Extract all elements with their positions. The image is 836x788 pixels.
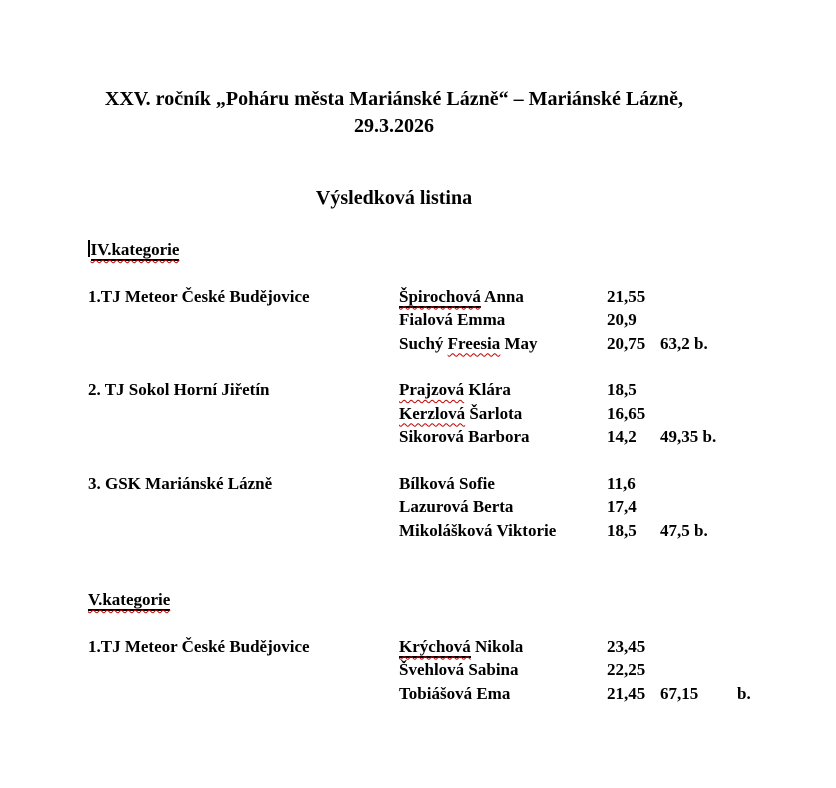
category-section <box>88 588 751 705</box>
team-name <box>88 682 399 706</box>
athlete-name <box>399 519 607 543</box>
team-block <box>88 635 751 706</box>
athlete-name <box>399 332 607 356</box>
athlete-name-text: Bílková Sofie <box>399 473 495 493</box>
team-total <box>660 635 737 659</box>
document-content <box>88 0 751 705</box>
team-total <box>660 658 737 682</box>
misspelled-word: Prajzová <box>399 380 465 399</box>
points-suffix: b. <box>737 683 751 703</box>
athlete-row <box>88 332 708 356</box>
athlete-name-text: Nikola <box>470 636 524 656</box>
team-name <box>88 332 399 356</box>
category-heading-row <box>88 588 700 612</box>
categories-container <box>88 238 751 705</box>
athlete-name <box>399 308 607 332</box>
athlete-name-text: Klára <box>464 380 511 399</box>
athlete-row <box>88 495 700 519</box>
document-date: 29.3.2026 <box>354 115 434 137</box>
team-total <box>660 378 737 402</box>
team-total: 67,15 <box>660 683 699 703</box>
athlete-name-text: Tobiášová Ema <box>399 683 511 703</box>
athlete-name-text: Sikorová Barbora <box>399 427 530 446</box>
team-name: 1.TJ Meteor České Budějovice <box>88 636 310 656</box>
athlete-name <box>399 285 607 309</box>
team-name <box>88 658 399 682</box>
athlete-name-text: Lazurová Berta <box>399 497 514 516</box>
team-total <box>660 472 737 496</box>
score-value: 16,65 <box>607 403 646 423</box>
score-value: 18,5 <box>607 520 637 540</box>
athlete-row <box>88 308 700 332</box>
team-total: 49,35 b. <box>660 427 717 446</box>
underlined-misspelled-word: Krýchová <box>399 636 471 656</box>
team-total: 63,2 b. <box>660 333 708 353</box>
athlete-name <box>399 682 607 706</box>
athlete-row <box>88 402 700 426</box>
team-block <box>88 378 717 449</box>
team-name <box>88 308 399 332</box>
athlete-row <box>88 682 751 706</box>
athlete-name <box>399 635 607 659</box>
athlete-name-text: Švehlová Sabina <box>399 660 519 679</box>
athlete-row <box>88 472 700 496</box>
score-value: 18,5 <box>607 380 637 399</box>
athlete-row <box>88 425 717 449</box>
misspelled-word: Kerzlová <box>399 403 466 423</box>
results-heading: Výsledková listina <box>315 187 473 209</box>
athlete-name-text: Suchý <box>399 333 448 353</box>
category-section <box>88 238 717 542</box>
athlete-name <box>399 402 607 426</box>
team-name <box>88 425 399 449</box>
athlete-row <box>88 378 700 402</box>
athlete-name-text: Anna <box>480 286 524 306</box>
athlete-name <box>399 425 607 449</box>
underlined-misspelled-word: Špirochová <box>399 286 481 306</box>
athlete-row <box>88 658 700 682</box>
category-heading-row <box>88 238 700 262</box>
athlete-name <box>399 658 607 682</box>
team-total <box>660 402 737 426</box>
athlete-name-text: Mikolášková Viktorie <box>399 520 557 540</box>
team-name: 3. GSK Mariánské Lázně <box>88 473 273 493</box>
team-total <box>660 495 737 519</box>
athlete-name <box>399 472 607 496</box>
team-name <box>88 519 399 543</box>
team-block <box>88 472 708 543</box>
athlete-name-text: May <box>500 333 538 353</box>
team-name: 2. TJ Sokol Horní Jiřetín <box>88 380 270 399</box>
athlete-name <box>399 495 607 519</box>
team-name <box>88 495 399 519</box>
score-value: 11,6 <box>607 473 636 493</box>
team-name <box>88 402 399 426</box>
score-value: 20,9 <box>607 310 637 329</box>
category-heading: V.kategorie <box>88 590 171 609</box>
athlete-name-text: Šarlota <box>465 403 523 423</box>
text-cursor <box>88 240 90 257</box>
score-value: 21,45 <box>607 683 646 703</box>
category-heading: IV.kategorie <box>90 240 180 259</box>
document-title: XXV. ročník „Poháru města Mariánské Lázně“ – Mariánské Lázně, <box>104 88 684 110</box>
athlete-name <box>399 378 607 402</box>
team-total: 47,5 b. <box>660 520 708 540</box>
team-total <box>660 308 737 332</box>
team-block <box>88 285 708 356</box>
score-value: 22,25 <box>607 660 646 679</box>
score-value: 14,2 <box>607 427 637 446</box>
team-name: 1.TJ Meteor České Budějovice <box>88 286 310 306</box>
athlete-row <box>88 285 700 309</box>
score-value: 21,55 <box>607 286 646 306</box>
athlete-name-text: Fialová Emma <box>399 310 506 329</box>
team-total <box>660 285 737 309</box>
score-value: 17,4 <box>607 497 637 516</box>
score-value: 20,75 <box>607 333 646 353</box>
score-value: 23,45 <box>607 636 646 656</box>
athlete-row <box>88 635 700 659</box>
misspelled-word: Freesia <box>447 333 501 353</box>
athlete-row <box>88 519 708 543</box>
